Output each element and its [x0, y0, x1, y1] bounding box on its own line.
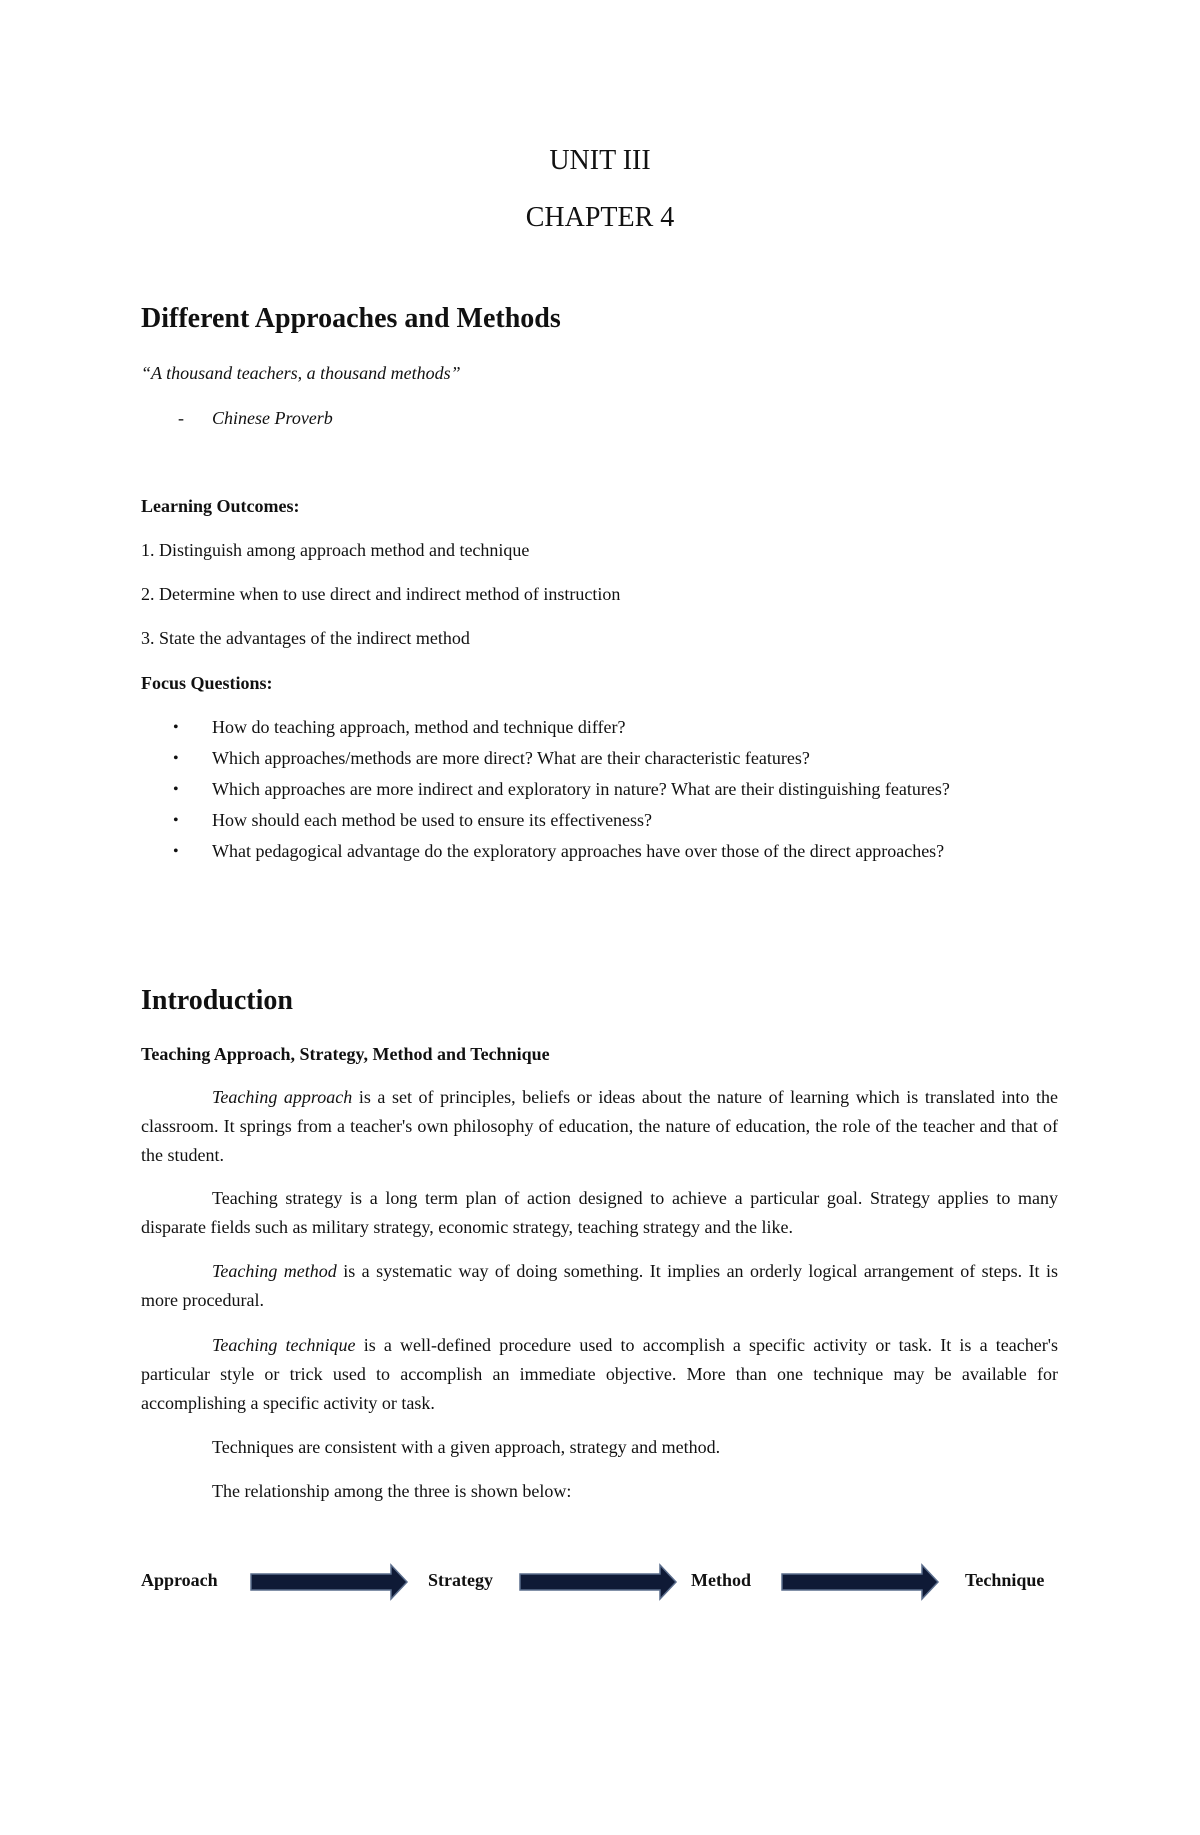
flow-step-approach: Approach	[141, 1570, 218, 1590]
flow-step-technique: Technique	[965, 1570, 1045, 1590]
focus-questions-list	[141, 713, 1058, 868]
bullet-icon: •	[173, 781, 179, 798]
relationship-flow	[141, 1562, 1058, 1602]
quote-dash: -	[178, 408, 184, 428]
paragraph-consistent: Techniques are consistent with a given approach, strategy and method.	[212, 1437, 721, 1457]
list-item: • Which approaches/methods are more direct? What are their characteristic features?	[141, 744, 1058, 773]
learning-outcome-item: 3. State the advantages of the indirect method	[141, 628, 470, 648]
introduction-subheading: Teaching Approach, Strategy, Method and Technique	[141, 1044, 550, 1064]
right-arrow-icon	[249, 1562, 409, 1602]
learning-outcome-item: 1. Distinguish among approach method and technique	[141, 540, 530, 560]
list-item: • Which approaches are more indirect and exploratory in nature? What are their distinguishing features?	[141, 775, 1058, 804]
paragraph-strategy: Teaching strategy is a long term plan of action designed to achieve a particular goal. Strategy applies to many disparate fields such as military strategy, economic strategy, teaching strategy and the like.	[141, 1188, 1058, 1237]
paragraph-method: Teaching method is a systematic way of doing something. It implies an orderly logical arrangement of steps. It is more procedural.	[141, 1261, 1059, 1310]
introduction-heading: Introduction	[141, 985, 293, 1016]
bullet-icon: •	[173, 719, 179, 736]
bullet-icon: •	[173, 843, 179, 860]
learning-outcomes-heading: Learning Outcomes:	[141, 496, 300, 516]
learning-outcome-item: 2. Determine when to use direct and indirect method of instruction	[141, 584, 621, 604]
list-item: • What pedagogical advantage do the exploratory approaches have over those of the direct approaches?	[141, 837, 1058, 866]
right-arrow-icon	[780, 1562, 940, 1602]
quote-text: “A thousand teachers, a thousand methods”	[141, 363, 461, 383]
page-title: Different Approaches and Methods	[141, 303, 561, 334]
paragraph-approach: Teaching approach is a set of principles, beliefs or ideas about the nature of learning which is translated into the classroom. It springs from a teacher's own philosophy of education, the nature of education, the role of the teacher and that of the student.	[141, 1087, 1058, 1165]
focus-questions-heading: Focus Questions:	[141, 673, 273, 693]
list-item: • How do teaching approach, method and technique differ?	[141, 713, 1058, 742]
flow-step-method: Method	[691, 1570, 751, 1590]
right-arrow-icon	[518, 1562, 678, 1602]
paragraph-relationship: The relationship among the three is shown below:	[212, 1481, 572, 1501]
flow-step-strategy: Strategy	[428, 1570, 493, 1590]
bullet-icon: •	[173, 812, 179, 829]
paragraph-technique: Teaching technique is a well-defined procedure used to accomplish a specific activity or task. It is a teacher's particular style or trick used to accomplish an immediate objective. More than one technique may be available for accomplishing a specific activity or task.	[141, 1335, 1058, 1413]
chapter-heading: CHAPTER 4	[525, 202, 675, 233]
quote-attribution: Chinese Proverb	[212, 408, 333, 428]
unit-heading: UNIT III	[549, 145, 651, 176]
bullet-icon: •	[173, 750, 179, 767]
list-item: • How should each method be used to ensure its effectiveness?	[141, 806, 1058, 835]
